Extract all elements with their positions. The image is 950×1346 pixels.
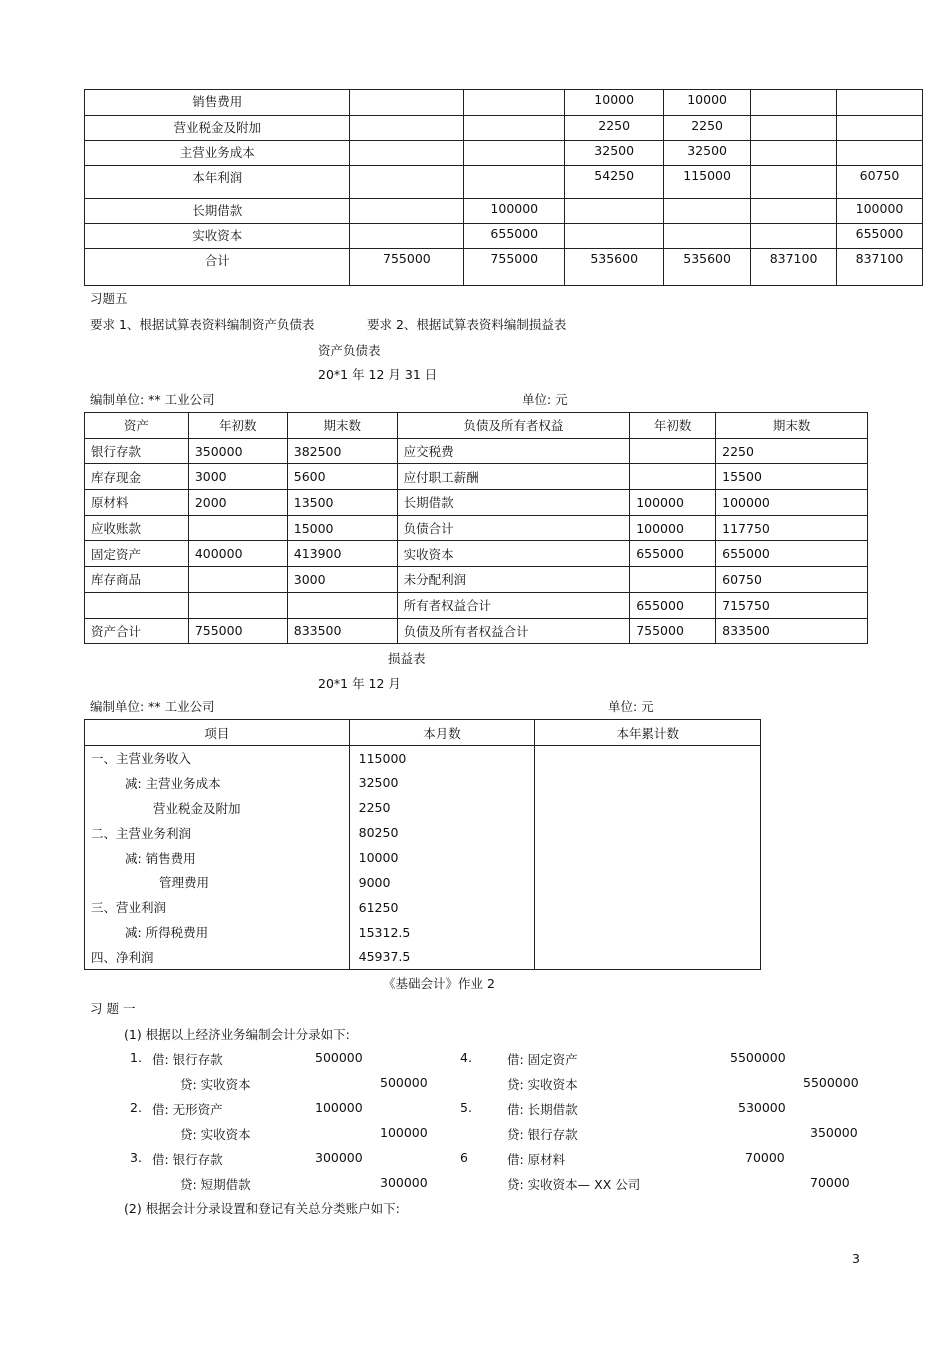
balance-sheet-row: [85, 438, 868, 464]
amount-cell: [188, 515, 287, 541]
column-header: 本年累计数: [535, 720, 761, 746]
income-statement-row: [85, 945, 761, 970]
trial-balance-row: [85, 141, 923, 166]
column-header: 年初数: [630, 413, 716, 439]
ytd-amount-cell: [535, 746, 761, 771]
column-header: 期末数: [716, 413, 868, 439]
amount-cell: 715750: [716, 592, 868, 618]
amount-cell: 5600: [287, 464, 397, 490]
homework-title: 《基础会计》作业 2: [383, 976, 495, 991]
amount-cell: [837, 116, 923, 141]
income-statement-title: 损益表: [388, 651, 426, 666]
credit-account: 贷: 实收资本: [507, 1077, 578, 1092]
debit-account: 借: 银行存款: [152, 1052, 223, 1067]
ytd-amount-cell: [535, 820, 761, 845]
balance-sheet-row: [85, 592, 868, 618]
month-amount-cell: 45937.5: [349, 945, 535, 970]
month-amount-cell: 15312.5: [349, 920, 535, 945]
income-statement-unit: 单位: 元: [608, 699, 654, 714]
amount-cell: [751, 199, 837, 224]
amount-cell: [464, 141, 565, 166]
credit-amount: 500000: [380, 1075, 428, 1090]
amount-cell: 32500: [565, 141, 664, 166]
trial-balance-body: [85, 90, 923, 286]
debit-amount: 100000: [315, 1100, 363, 1115]
amount-cell: [350, 90, 464, 116]
amount-cell: [751, 90, 837, 116]
debit-account: 借: 长期借款: [507, 1102, 578, 1117]
account-name-cell: [85, 592, 189, 618]
account-name-cell: 负债合计: [397, 515, 630, 541]
amount-cell: 100000: [630, 490, 716, 516]
column-header: 资产: [85, 413, 189, 439]
month-amount-cell: 32500: [349, 770, 535, 795]
column-header: 期末数: [287, 413, 397, 439]
amount-cell: [464, 116, 565, 141]
trial-balance-row: [85, 116, 923, 141]
amount-cell: 833500: [287, 618, 397, 644]
amount-cell: [565, 199, 664, 224]
income-statement-row: [85, 746, 761, 771]
credit-account: 贷: 实收资本: [180, 1127, 251, 1142]
balance-sheet-row: [85, 567, 868, 593]
entry-number: 2.: [130, 1100, 142, 1115]
ytd-amount-cell: [535, 895, 761, 920]
item-cell: 管理费用: [85, 870, 350, 895]
amount-cell: 755000: [188, 618, 287, 644]
amount-cell: 60750: [837, 166, 923, 199]
amount-cell: [350, 199, 464, 224]
amount-cell: [630, 464, 716, 490]
credit-amount: 300000: [380, 1175, 428, 1190]
account-name-cell: 未分配利润: [397, 567, 630, 593]
amount-cell: 15000: [287, 515, 397, 541]
item-cell: 营业税金及附加: [85, 795, 350, 820]
amount-cell: [350, 116, 464, 141]
amount-cell: 655000: [837, 224, 923, 249]
amount-cell: 100000: [837, 199, 923, 224]
credit-account: 贷: 短期借款: [180, 1177, 251, 1192]
amount-cell: 755000: [464, 249, 565, 286]
amount-cell: [751, 116, 837, 141]
trial-balance-row: [85, 249, 923, 286]
amount-cell: 100000: [464, 199, 565, 224]
amount-cell: [630, 438, 716, 464]
amount-cell: 755000: [350, 249, 464, 286]
debit-amount: 70000: [745, 1150, 785, 1165]
amount-cell: [350, 166, 464, 199]
trial-balance-row: [85, 224, 923, 249]
ytd-amount-cell: [535, 770, 761, 795]
income-statement-row: [85, 870, 761, 895]
balance-sheet-unit: 单位: 元: [522, 392, 568, 407]
month-amount-cell: 2250: [349, 795, 535, 820]
amount-cell: [350, 141, 464, 166]
trial-balance-table: [84, 89, 923, 286]
amount-cell: 3000: [188, 464, 287, 490]
balance-sheet-header-row: [85, 413, 868, 439]
amount-cell: 400000: [188, 541, 287, 567]
credit-amount: 5500000: [803, 1075, 859, 1090]
balance-sheet-row: [85, 464, 868, 490]
income-statement-row: [85, 845, 761, 870]
credit-account: 贷: 银行存款: [507, 1127, 578, 1142]
account-name-cell: 本年利润: [85, 166, 350, 199]
debit-account: 借: 原材料: [507, 1152, 566, 1167]
balance-sheet-row: [85, 490, 868, 516]
balance-sheet-row: [85, 618, 868, 644]
requirement-2: 要求 2、根据试算表资料编制损益表: [367, 317, 567, 332]
account-name-cell: 银行存款: [85, 438, 189, 464]
entry-number: 6: [460, 1150, 468, 1165]
amount-cell: [287, 592, 397, 618]
amount-cell: [565, 224, 664, 249]
amount-cell: [837, 141, 923, 166]
column-header: 本月数: [349, 720, 535, 746]
item-cell: 减: 主营业务成本: [85, 770, 350, 795]
account-name-cell: 销售费用: [85, 90, 350, 116]
credit-account: 贷: 实收资本: [180, 1077, 251, 1092]
requirement-1: 要求 1、根据试算表资料编制资产负债表: [90, 317, 315, 332]
amount-cell: 413900: [287, 541, 397, 567]
income-statement-org: 编制单位: ** 工业公司: [90, 699, 215, 714]
trial-balance-row: [85, 166, 923, 199]
account-name-cell: 原材料: [85, 490, 189, 516]
ytd-amount-cell: [535, 845, 761, 870]
account-name-cell: 合计: [85, 249, 350, 286]
credit-account: 贷: 实收资本— XX 公司: [507, 1177, 641, 1192]
income-statement-row: [85, 770, 761, 795]
income-statement-row: [85, 820, 761, 845]
amount-cell: 837100: [837, 249, 923, 286]
month-amount-cell: 9000: [349, 870, 535, 895]
debit-account: 借: 无形资产: [152, 1102, 223, 1117]
debit-amount: 530000: [738, 1100, 786, 1115]
amount-cell: [837, 90, 923, 116]
item-cell: 减: 销售费用: [85, 845, 350, 870]
account-name-cell: 应付职工薪酬: [397, 464, 630, 490]
income-statement-body: [85, 720, 761, 970]
item-cell: 二、主营业务利润: [85, 820, 350, 845]
account-name-cell: 主营业务成本: [85, 141, 350, 166]
ytd-amount-cell: [535, 945, 761, 970]
account-name-cell: 库存现金: [85, 464, 189, 490]
amount-cell: [188, 592, 287, 618]
amount-cell: 60750: [716, 567, 868, 593]
amount-cell: 350000: [188, 438, 287, 464]
amount-cell: 54250: [565, 166, 664, 199]
account-name-cell: 库存商品: [85, 567, 189, 593]
amount-cell: 2250: [565, 116, 664, 141]
item-cell: 减: 所得税费用: [85, 920, 350, 945]
trial-balance-row: [85, 90, 923, 116]
income-statement-table: [84, 719, 761, 970]
amount-cell: 837100: [751, 249, 837, 286]
amount-cell: 100000: [630, 515, 716, 541]
debit-account: 借: 固定资产: [507, 1052, 578, 1067]
amount-cell: 2250: [664, 116, 751, 141]
account-name-cell: 应交税费: [397, 438, 630, 464]
amount-cell: 13500: [287, 490, 397, 516]
homework-intro-2: (2) 根据会计分录设置和登记有关总分类账户如下:: [124, 1201, 400, 1216]
homework-exercise: 习 题 一: [90, 1001, 136, 1016]
ytd-amount-cell: [535, 795, 761, 820]
entry-number: 3.: [130, 1150, 142, 1165]
entry-number: 1.: [130, 1050, 142, 1065]
account-name-cell: 营业税金及附加: [85, 116, 350, 141]
amount-cell: 755000: [630, 618, 716, 644]
entry-number: 5.: [460, 1100, 472, 1115]
column-header: 年初数: [188, 413, 287, 439]
month-amount-cell: 10000: [349, 845, 535, 870]
amount-cell: 535600: [664, 249, 751, 286]
amount-cell: 3000: [287, 567, 397, 593]
balance-sheet-body: [85, 413, 868, 644]
entry-number: 4.: [460, 1050, 472, 1065]
amount-cell: [751, 141, 837, 166]
amount-cell: 10000: [664, 90, 751, 116]
amount-cell: [464, 90, 565, 116]
amount-cell: 32500: [664, 141, 751, 166]
amount-cell: 382500: [287, 438, 397, 464]
exercise-heading: 习题五: [90, 291, 128, 306]
account-name-cell: 应收账款: [85, 515, 189, 541]
account-name-cell: 实收资本: [85, 224, 350, 249]
amount-cell: [664, 199, 751, 224]
account-name-cell: 所有者权益合计: [397, 592, 630, 618]
debit-amount: 500000: [315, 1050, 363, 1065]
amount-cell: [188, 567, 287, 593]
credit-amount: 70000: [810, 1175, 850, 1190]
amount-cell: [751, 224, 837, 249]
amount-cell: 2250: [716, 438, 868, 464]
balance-sheet-date: 20*1 年 12 月 31 日: [318, 367, 438, 382]
homework-intro-1: (1) 根据以上经济业务编制会计分录如下:: [124, 1027, 350, 1042]
amount-cell: 117750: [716, 515, 868, 541]
balance-sheet-org: 编制单位: ** 工业公司: [90, 392, 215, 407]
account-name-cell: 长期借款: [397, 490, 630, 516]
amount-cell: 115000: [664, 166, 751, 199]
amount-cell: 15500: [716, 464, 868, 490]
item-cell: 一、主营业务收入: [85, 746, 350, 771]
column-header: 负债及所有者权益: [397, 413, 630, 439]
account-name-cell: 长期借款: [85, 199, 350, 224]
income-statement-date: 20*1 年 12 月: [318, 676, 401, 691]
amount-cell: 655000: [716, 541, 868, 567]
amount-cell: 655000: [464, 224, 565, 249]
balance-sheet-row: [85, 541, 868, 567]
ytd-amount-cell: [535, 920, 761, 945]
amount-cell: [464, 166, 565, 199]
balance-sheet-row: [85, 515, 868, 541]
account-name-cell: 负债及所有者权益合计: [397, 618, 630, 644]
credit-amount: 100000: [380, 1125, 428, 1140]
amount-cell: 655000: [630, 541, 716, 567]
amount-cell: 535600: [565, 249, 664, 286]
amount-cell: [630, 567, 716, 593]
month-amount-cell: 80250: [349, 820, 535, 845]
column-header: 项目: [85, 720, 350, 746]
account-name-cell: 固定资产: [85, 541, 189, 567]
item-cell: 三、营业利润: [85, 895, 350, 920]
ytd-amount-cell: [535, 870, 761, 895]
amount-cell: 100000: [716, 490, 868, 516]
account-name-cell: 实收资本: [397, 541, 630, 567]
page-number: 3: [852, 1251, 860, 1266]
amount-cell: 655000: [630, 592, 716, 618]
income-statement-header-row: [85, 720, 761, 746]
amount-cell: [664, 224, 751, 249]
income-statement-row: [85, 795, 761, 820]
income-statement-row: [85, 920, 761, 945]
amount-cell: 2000: [188, 490, 287, 516]
month-amount-cell: 61250: [349, 895, 535, 920]
amount-cell: [751, 166, 837, 199]
account-name-cell: 资产合计: [85, 618, 189, 644]
amount-cell: [350, 224, 464, 249]
balance-sheet-table: [84, 412, 868, 644]
debit-amount: 300000: [315, 1150, 363, 1165]
income-statement-row: [85, 895, 761, 920]
item-cell: 四、净利润: [85, 945, 350, 970]
amount-cell: 833500: [716, 618, 868, 644]
debit-amount: 5500000: [730, 1050, 786, 1065]
balance-sheet-title: 资产负债表: [318, 343, 381, 358]
debit-account: 借: 银行存款: [152, 1152, 223, 1167]
amount-cell: 10000: [565, 90, 664, 116]
trial-balance-row: [85, 199, 923, 224]
month-amount-cell: 115000: [349, 746, 535, 771]
credit-amount: 350000: [810, 1125, 858, 1140]
